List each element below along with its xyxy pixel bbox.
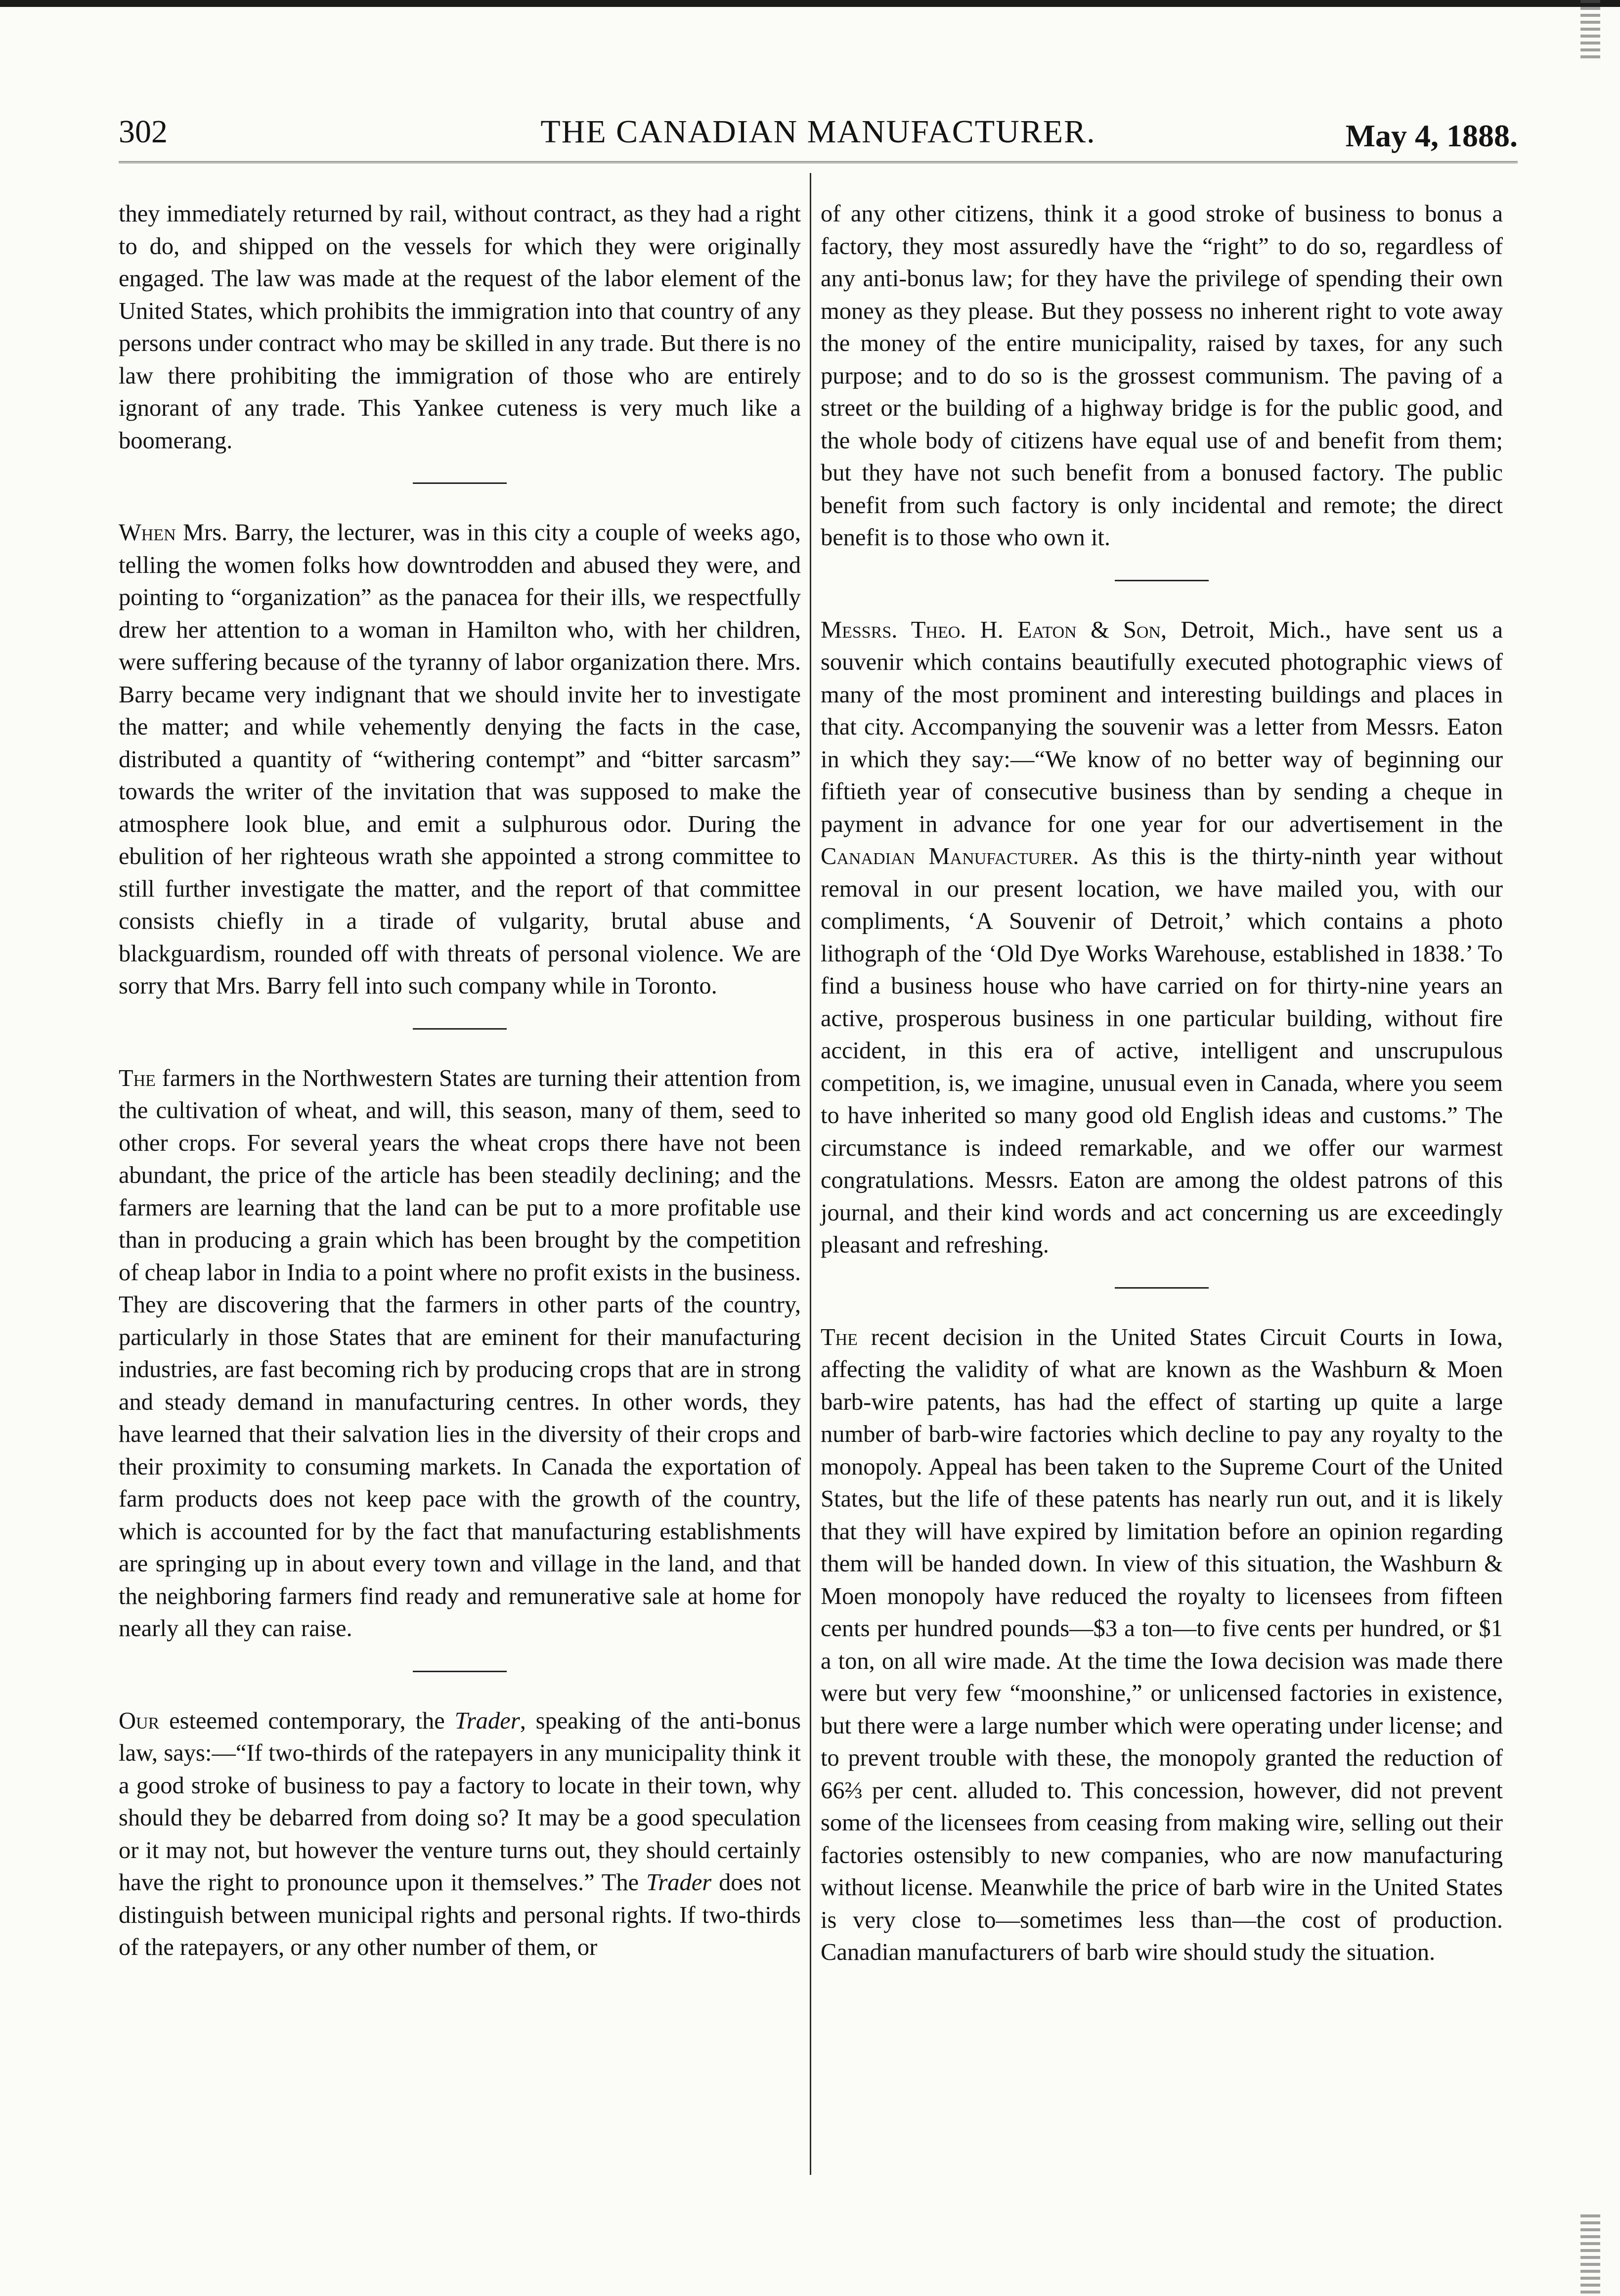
paragraph-text: Mrs. Barry, the lecturer, was in this city a couple of weeks ago, telling the women folks how downtrodden and abused they were, and pointing to “organization” as the panacea for their ills, we respectfully drew her attention to a woman in Hamilton who, with her children, were suffering because of the tyranny of labor organization there. Mrs. Barry became very indignant that we should invite her to investigate the matter; and while vehemently denying the facts in the case, distributed a quantity of “withering contempt” and “bitter sarcasm” towards the writer of the invitation that was supposed to make the atmosphere look blue, and emit a sulphurous odor. During the ebulition of her righteous wrath she appointed a strong committee to still further investigate the matter, and the report of that committee consists chiefly in a tirade of vulgarity, brutal abuse and blackguardism, rounded off with threats of personal violence. We are sorry that Mrs. Barry fell into such company while in Toronto. bbox=[119, 520, 801, 999]
article-barb-wire bbox=[821, 1321, 1503, 1969]
scan-edge-mark bbox=[1580, 0, 1600, 59]
article-separator bbox=[413, 482, 507, 484]
article-farmers bbox=[119, 1062, 801, 1645]
header-rule bbox=[119, 161, 1518, 163]
paragraph-text: farmers in the Northwestern States are turning their attention from the cultivation of wheat, and will, this season, many of them, seed to other crops. For several years the wheat crops there have not been abundant, the price of the article has been steadily declining; and the farmers are learning that the land can be put to a more profitable use than in producing a grain which has been brought by the competition of cheap labor in India to a point where no profit exists in the business. They are discovering that the farmers in other parts of the country, particularly in those States that are eminent for their manufacturing industries, are fast becoming rich by producing crops that are in strong and steady demand in manufacturing centres. In other words, they have learned that their salvation lies in the diversity of their crops and their proximity to consuming markets. In Canada the exportation of farm products does not keep pace with the growth of the country, which is accounted for by the fact that manufacturing establishments are springing up in about every town and village in the land, and that the neighboring farmers find ready and remunerative sale at home for nearly all they can raise. bbox=[119, 1065, 801, 1642]
paragraph-text: does not distinguish between municipal rights and personal rights. If two-thirds of the ratepayers, or any other number of them, or bbox=[119, 1869, 801, 1960]
paragraph-text: recent decision in the United States Circuit Courts in Iowa, affecting the validity of what are known as the Washburn & Moen barb-wire patents, has had the effect of starting up quite a large number of barb-wire factories which decline to pay any royalty to the monopoly. Appeal has been taken to the Supreme Court of the United States, but the life of these patents has nearly run out, and it is likely that they will have expired by limitation before an opinion regarding them will be handed down. In view of this situation, the Washburn & Moen monopoly have reduced the royalty to licensees from fifteen cents per hundred pounds—$3 a ton—to five cents per hundred, or $1 a ton, on all wire made. At the time the Iowa decision was made there were but very few “moonshine,” or unlicensed factories in existence, but there were a large number which were operating under license; and to prevent trouble with these, the monopoly granted the reduction of 66⅔ per cent. alluded to. This concession, however, did not prevent some of the licensees from ceasing from making wire, selling out their factories ostensibly to new companies, who are now manufacturing without license. Meanwhile the price of barb wire in the United States is very close to—sometimes less than—the cost of production. Canadian manufacturers of barb wire should study the situation. bbox=[821, 1324, 1503, 1965]
paragraph-lead: The bbox=[119, 1065, 156, 1091]
publication-name: Trader bbox=[454, 1707, 520, 1734]
right-column bbox=[821, 198, 1503, 1969]
article-separator bbox=[413, 1028, 507, 1030]
article-separator bbox=[1115, 580, 1209, 581]
paragraph-lead: Messrs. Theo. H. Eaton & Son bbox=[821, 616, 1161, 643]
article-anti-bonus-continued bbox=[821, 198, 1503, 554]
paragraph-text: . As this is the thirty-ninth year without removal in our present location, we have mailed you, with our compliments, ‘A Souvenir of Detroit,’ which contains a photo lithograph of the ‘Old Dye Works Warehouse, established in 1838.’ To find a business house who have carried on for thirty-nine years an active, prosperous business in one particular building, without fire accident, in this era of active, intelligent and unscrupulous competition, is, we imagine, unusual even in Canada, where you seem to have inherited so many good old English ideas and customs.” The circumstance is indeed remarkable, and we offer our warmest congratulations. Messrs. Eaton are among the oldest patrons of this journal, and their kind words and act concerning us are exceedingly pleasant and refreshing. bbox=[821, 843, 1503, 1258]
article-separator bbox=[1115, 1287, 1209, 1289]
journal-name: Canadian Manufacturer bbox=[821, 843, 1073, 869]
paragraph-lead: The bbox=[821, 1324, 858, 1350]
left-column bbox=[119, 198, 801, 1964]
issue-date: May 4, 1888. bbox=[1345, 118, 1518, 153]
page-top-edge bbox=[0, 0, 1620, 7]
page-number: 302 bbox=[119, 114, 168, 150]
article-separator bbox=[413, 1671, 507, 1672]
masthead-title: THE CANADIAN MANUFACTURER. bbox=[540, 114, 1096, 150]
article-mrs-barry bbox=[119, 517, 801, 1002]
publication-name: Trader bbox=[646, 1869, 712, 1896]
column-divider bbox=[810, 173, 811, 2175]
page-header bbox=[119, 110, 1518, 154]
article-immigration-law bbox=[119, 198, 801, 457]
scan-edge-mark bbox=[1580, 2214, 1600, 2294]
paragraph-text: , speaking of the anti-bonus law, says:—“If two-thirds of the ratepayers in any municipality think it a good stroke of business to pay a factory to locate in their town, why should they be debarred from doing so? It may be a good speculation or it may not, but however the venture turns out, they should certainly have the right to pronounce upon it themselves.” The bbox=[119, 1707, 801, 1896]
paragraph-text: esteemed contemporary, the bbox=[159, 1707, 455, 1734]
paragraph-text: they immediately returned by rail, without contract, as they had a right to do, and shipped on the vessels for which they were originally engaged. The law was made at the request of the labor element of the United States, which prohibits the immigration into that country of any persons under contract who may be skilled in any trade. But there is no law there prohibiting the immigration of those who are entirely ignorant of any trade. This Yankee cuteness is very much like a boomerang. bbox=[119, 201, 801, 454]
paragraph-lead: Our bbox=[119, 1707, 160, 1734]
paragraph-text: of any other citizens, think it a good stroke of business to bonus a factory, they most assuredly have the “right” to do so, regardless of any anti-bonus law; for they have the privilege of spending their own money as they please. But they possess no inherent right to vote away the money of the entire municipality, raised by taxes, for any such purpose; and to do so is the grossest communism. The paving of a street or the building of a highway bridge is for the public good, and the whole body of citizens have equal use of and benefit from them; but they have not such benefit from a bonused factory. The public benefit from such factory is only incidental and remote; the direct benefit is to those who own it. bbox=[821, 201, 1503, 551]
paragraph-text: , Detroit, Mich., have sent us a souvenir which contains beautifully executed photographic views of many of the most prominent and interesting buildings and places in that city. Accompanying the souvenir was a letter from Messrs. Eaton in which they say:—“We know of no better way of beginning our fiftieth year of consecutive business than by sending a cheque in payment in advance for one year for our advertisement in the bbox=[821, 616, 1503, 837]
article-anti-bonus bbox=[119, 1705, 801, 1964]
paragraph-lead: When bbox=[119, 520, 176, 546]
article-eaton-souvenir bbox=[821, 614, 1503, 1261]
